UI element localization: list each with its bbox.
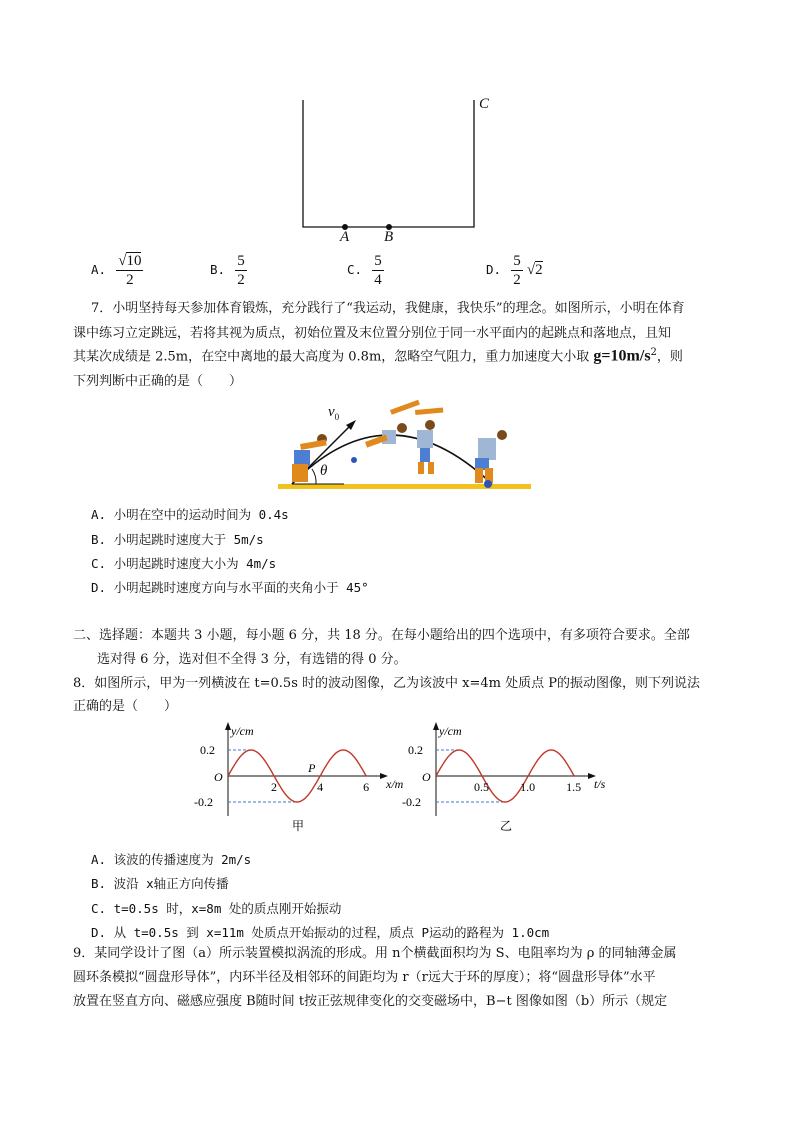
q8-option-b: B. 波沿 x轴正方向传播 (91, 876, 229, 891)
x-tick-label: 0.5 (474, 780, 490, 794)
q6-label-a: A (340, 229, 350, 245)
vibration-chart-yi (400, 718, 606, 838)
q6-option-a: A. $\frac{√10}{2}$ (91, 253, 142, 288)
chart-title: 乙 (500, 819, 513, 833)
q6-c-den: 4 (374, 272, 382, 288)
origin-label: O (422, 770, 431, 784)
q6-option-c: C. $\frac{5}{4}$ (347, 253, 382, 288)
q6-d-den: 2 (513, 272, 521, 288)
athlete-2 (351, 400, 420, 463)
q8-option-d: D. 从 t=0.5s 到 x=11m 处质点开始振动的过程，质点 P运动的路程为 1.0cm (91, 925, 550, 940)
y-axis-label: y/cm (231, 724, 254, 738)
x-tick-label: 4 (317, 780, 324, 794)
x-tick-label: 6 (363, 780, 370, 794)
chart-title: 甲 (292, 819, 305, 833)
q6-a-den: 2 (126, 272, 134, 288)
q6-b-num: 5 (237, 253, 245, 269)
q7-gravity: g=10m/s (593, 347, 651, 365)
y-tick-top: 0.2 (200, 743, 215, 757)
q6-label-c: C (479, 96, 490, 112)
q6-option-d: D. $\frac{5}{2}$ √2 (486, 253, 543, 288)
athlete-4 (475, 430, 507, 488)
section2-line-1: 二、选择题：本题共 3 小题，每小题 6 分，共 18 分。在每小题给出的四个选项中，有多项符合要求。全部 (73, 628, 690, 643)
x-tick-label: 2 (271, 780, 278, 794)
q7-option-c: C. 小明起跳时速度大小为 4m/s (91, 556, 277, 571)
x-tick-label: 1.0 (520, 780, 536, 794)
q7-line-1: 7．小明坚持每天参加体育锻炼，充分践行了“我运动，我健康，我快乐”的理念。如图所示，小明在体育 (91, 301, 685, 316)
q7-option-b: B. 小明起跳时速度大于 5m/s (91, 532, 264, 547)
q7-line-4: 下列判断中正确的是（ ） (73, 374, 243, 389)
y-tick-bottom: -0.2 (194, 795, 213, 809)
q8-line-2: 正确的是（ ） (73, 699, 178, 714)
wave-chart-jia (192, 718, 404, 838)
point-p-label: P (308, 761, 316, 775)
q7-jump-figure (270, 400, 540, 495)
q7-option-a: A. 小明在空中的运动时间为 0.4s (91, 507, 289, 522)
q6-d-num: 5 (513, 253, 521, 269)
q7-line-3: 其某次成绩是 2.5m，在空中离地的最大高度为 0.8m，忽略空气阻力，重力加速度大小取 $g=10m/s^2$，则 (73, 347, 683, 365)
q6-option-b: B. $\frac{5}{2}$ (210, 253, 245, 288)
q6-container-figure (290, 95, 510, 250)
x-axis-label: x/m (386, 777, 404, 791)
q6-b-den: 2 (237, 272, 245, 288)
q8-option-a: A. 该波的传播速度为 2m/s (91, 852, 252, 867)
q8-option-c: C. t=0.5s 时，x=8m 处的质点刚开始振动 (91, 901, 342, 916)
q7-v0-label: $v_0$ (328, 404, 340, 422)
q6-c-num: 5 (374, 253, 382, 269)
q7-option-d: D. 小明起跳时速度方向与水平面的夹角小于 45° (91, 580, 369, 595)
x-tick-label: 1.5 (566, 780, 582, 794)
section2-line-2: 选对得 6 分，选对但不全得 3 分，有选错的得 0 分。 (97, 652, 407, 667)
q8-line-1: 8．如图所示，甲为一列横波在 t=0.5s 时的波动图像，乙为该波中 x=4m 处质点 P的振动图像，则下列说法 (73, 676, 700, 691)
y-axis-label: y/cm (439, 724, 462, 738)
q7-line-2: 课中练习立定跳远，若将其视为质点，初始位置及末位置分别位于同一水平面内的起跳点和落地点，且知 (73, 326, 672, 341)
q6-d-rad: 2 (535, 262, 543, 278)
x-axis-label: t/s (594, 777, 606, 791)
q9-line-3: 放置在竖直方向、磁感应强度 B随时间 t按正弦规律变化的交变磁场中，B−t 图像如图（b）所示（规定 (73, 994, 668, 1009)
q9-line-2: 圆环条模拟“圆盘形导体”，内环半径及相邻环的间距均为 r（r远大于环的厚度）；将“圆盘形导体”水平 (73, 970, 656, 985)
q9-line-1: 9．某同学设计了图（a）所示装置模拟涡流的形成。用 n个横截面积均为 S、电阻率均为 ρ 的同轴薄金属 (73, 946, 677, 961)
athlete-3 (415, 408, 443, 474)
y-tick-top: 0.2 (408, 743, 423, 757)
y-tick-bottom: -0.2 (402, 795, 421, 809)
q7-theta-label: θ (320, 463, 328, 479)
q6-a-num: 10 (126, 253, 142, 269)
origin-label: O (214, 770, 223, 784)
q6-label-b: B (384, 229, 394, 245)
